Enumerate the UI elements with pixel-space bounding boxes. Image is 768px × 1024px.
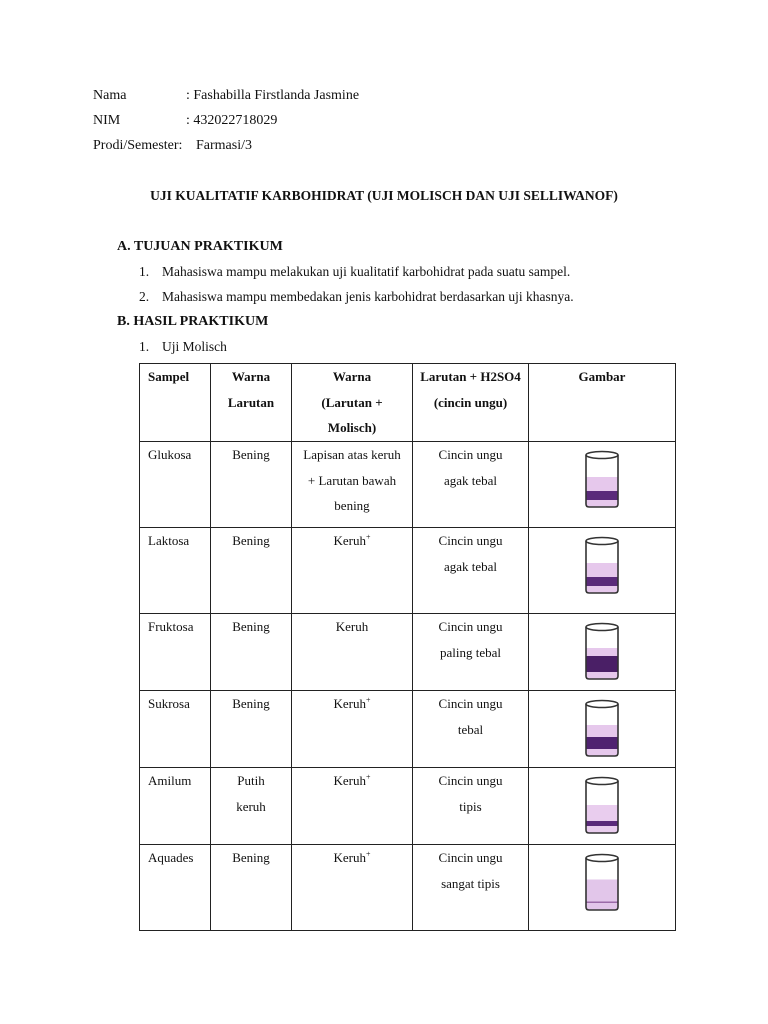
list-item-text: Mahasiswa mampu membedakan jenis karbohidrat berdasarkan uji khasnya. bbox=[162, 289, 574, 304]
cell-gambar bbox=[529, 768, 676, 845]
cell-warna-molisch bbox=[292, 691, 413, 768]
subsection-title: Uji Molisch bbox=[162, 339, 227, 354]
upper-solution bbox=[586, 477, 618, 491]
list-item-number: 2. bbox=[139, 289, 150, 304]
cell-gambar bbox=[529, 691, 676, 768]
molisch-text: Keruh bbox=[333, 773, 366, 788]
tube-rim bbox=[586, 778, 618, 785]
molisch-superscript: + bbox=[365, 849, 371, 859]
upper-solution bbox=[586, 563, 618, 577]
lower-solution bbox=[586, 586, 618, 593]
molisch-text: Keruh bbox=[333, 850, 366, 865]
cell-warna-larutan: Bening bbox=[211, 845, 292, 931]
purple-ring bbox=[586, 491, 618, 500]
cell-h2so4: Cincin ungu sangat tipis bbox=[413, 845, 529, 931]
molisch-text: Lapisan atas keruh + Larutan bawah bening bbox=[303, 447, 401, 513]
tube-rim bbox=[586, 855, 618, 862]
header-h2so4: Larutan + H2SO4 (cincin ungu) bbox=[413, 364, 529, 442]
test-tube-icon bbox=[582, 852, 622, 918]
cell-h2so4: Cincin ungu tipis bbox=[413, 768, 529, 845]
nim-value: : 432022718029 bbox=[186, 113, 278, 128]
cell-warna-molisch bbox=[292, 768, 413, 845]
molisch-text: Keruh bbox=[335, 619, 369, 634]
molisch-superscript: + bbox=[365, 695, 371, 705]
header-warna-larutan: Warna Larutan bbox=[211, 364, 292, 442]
header-gambar: Gambar bbox=[529, 364, 676, 442]
cell-sampel: Glukosa bbox=[140, 442, 211, 528]
tube-rim bbox=[586, 701, 618, 708]
tube-rim bbox=[586, 538, 618, 545]
cell-sampel: Sukrosa bbox=[140, 691, 211, 768]
table-header-row bbox=[140, 364, 676, 442]
cell-warna-larutan: Bening bbox=[211, 528, 292, 614]
prodi-value: Farmasi/3 bbox=[196, 138, 252, 153]
section-a-heading: A. TUJUAN PRAKTIKUM bbox=[117, 239, 283, 254]
document-title: UJI KUALITATIF KARBOHIDRAT (UJI MOLISCH DAN UJI SELLIWANOF) bbox=[150, 188, 618, 203]
cell-warna-molisch bbox=[292, 528, 413, 614]
subsection-number: 1. bbox=[139, 339, 150, 354]
test-tube-icon bbox=[582, 775, 622, 841]
molisch-results-table bbox=[139, 363, 676, 931]
cell-warna-larutan: Bening bbox=[211, 691, 292, 768]
purple-ring bbox=[586, 737, 618, 749]
prodi-label: Prodi/Semester: bbox=[93, 138, 183, 153]
cell-warna-molisch bbox=[292, 845, 413, 931]
lower-solution bbox=[586, 826, 618, 833]
cell-sampel: Aquades bbox=[140, 845, 211, 931]
purple-ring bbox=[586, 902, 618, 904]
cell-warna-larutan: Bening bbox=[211, 442, 292, 528]
lower-solution bbox=[586, 500, 618, 507]
section-b-heading: B. HASIL PRAKTIKUM bbox=[117, 314, 269, 329]
header-warna-molisch: Warna (Larutan + Molisch) bbox=[292, 364, 413, 442]
upper-solution bbox=[586, 648, 618, 656]
purple-ring bbox=[586, 656, 618, 672]
molisch-text: Keruh bbox=[333, 533, 366, 548]
table-row bbox=[140, 845, 676, 931]
cell-warna-molisch bbox=[292, 442, 413, 528]
cell-sampel: Laktosa bbox=[140, 528, 211, 614]
cell-warna-larutan: Putih keruh bbox=[211, 768, 292, 845]
nim-label: NIM bbox=[93, 113, 121, 128]
molisch-superscript: + bbox=[365, 772, 371, 782]
list-item-text: Mahasiswa mampu melakukan uji kualitatif karbohidrat pada suatu sampel. bbox=[162, 264, 571, 279]
molisch-superscript: + bbox=[365, 532, 371, 542]
table-row bbox=[140, 442, 676, 528]
header-sampel: Sampel bbox=[140, 364, 211, 442]
test-tube-icon bbox=[582, 621, 622, 687]
table-row bbox=[140, 768, 676, 845]
table-row bbox=[140, 614, 676, 691]
cell-h2so4: Cincin ungu paling tebal bbox=[413, 614, 529, 691]
list-item-number: 1. bbox=[139, 264, 150, 279]
table-row bbox=[140, 691, 676, 768]
tube-rim bbox=[586, 624, 618, 631]
cell-gambar bbox=[529, 442, 676, 528]
nama-label: Nama bbox=[93, 88, 127, 103]
cell-h2so4: Cincin ungu agak tebal bbox=[413, 528, 529, 614]
lower-solution bbox=[586, 672, 618, 679]
upper-solution bbox=[586, 725, 618, 737]
test-tube-icon bbox=[582, 535, 622, 601]
cell-gambar bbox=[529, 528, 676, 614]
nama-value: : Fashabilla Firstlanda Jasmine bbox=[186, 88, 360, 103]
test-tube-icon bbox=[582, 698, 622, 764]
lower-solution bbox=[586, 749, 618, 756]
cell-h2so4: Cincin ungu tebal bbox=[413, 691, 529, 768]
cell-sampel: Amilum bbox=[140, 768, 211, 845]
cell-warna-larutan: Bening bbox=[211, 614, 292, 691]
test-tube-icon bbox=[582, 449, 622, 515]
upper-solution bbox=[586, 805, 618, 821]
lower-solution bbox=[586, 903, 618, 910]
cell-sampel: Fruktosa bbox=[140, 614, 211, 691]
purple-ring bbox=[586, 577, 618, 586]
upper-solution bbox=[586, 880, 618, 902]
cell-gambar bbox=[529, 614, 676, 691]
table-row bbox=[140, 528, 676, 614]
cell-gambar bbox=[529, 845, 676, 931]
cell-warna-molisch bbox=[292, 614, 413, 691]
purple-ring bbox=[586, 821, 618, 826]
molisch-text: Keruh bbox=[333, 696, 366, 711]
tube-rim bbox=[586, 452, 618, 459]
cell-h2so4: Cincin ungu agak tebal bbox=[413, 442, 529, 528]
